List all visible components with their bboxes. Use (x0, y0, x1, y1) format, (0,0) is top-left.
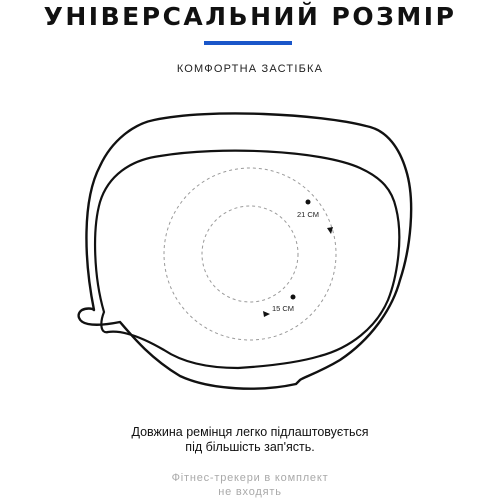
strap-outer-outline (79, 113, 412, 388)
description-line-2: під більшість зап'ясть. (185, 440, 315, 454)
note-line-2: не входять (218, 486, 282, 498)
inner-size-label: 15 СМ (271, 304, 295, 313)
inner-size-marker (291, 295, 296, 300)
strap-illustration (70, 110, 430, 410)
strap-inner-outline (95, 151, 399, 368)
outer-size-marker (306, 200, 311, 205)
title-accent-line (204, 41, 292, 45)
page-subtitle: КОМФОРТНА ЗАСТІБКА (176, 63, 324, 75)
outer-size-circle (164, 168, 336, 340)
outer-circle-arrow-icon (327, 227, 333, 234)
page-title: УНІВЕРСАЛЬНИЙ РОЗМІР (43, 2, 457, 31)
description-text (0, 425, 500, 455)
outer-size-label: 21 СМ (296, 210, 320, 219)
note-line-1: Фітнес-трекери в комплект (171, 472, 329, 484)
inner-size-circle (202, 206, 298, 302)
disclaimer-note (0, 471, 500, 499)
inner-circle-arrow-icon (263, 311, 270, 317)
description-line-1: Довжина ремінця легко підлаштовується (131, 425, 369, 439)
